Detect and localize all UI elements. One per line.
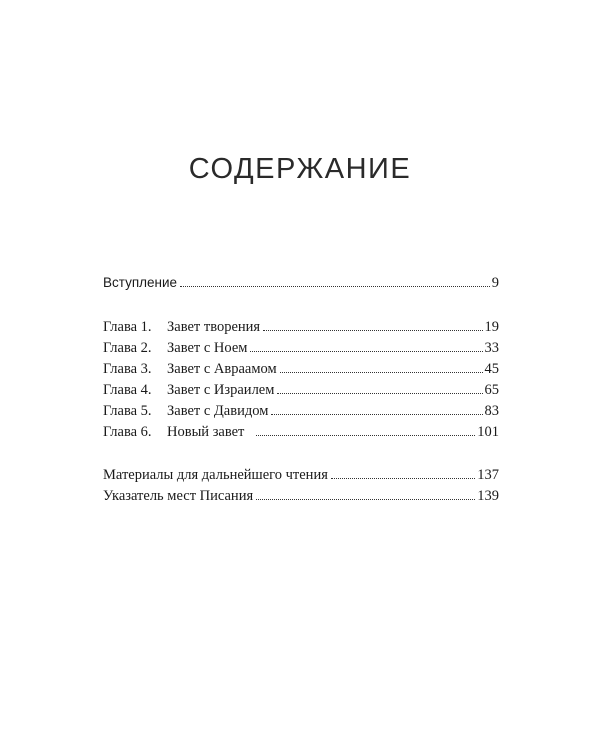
entry-title: Завет с Израилем bbox=[167, 382, 275, 398]
chapter-label: Глава 2. bbox=[103, 340, 152, 356]
page-number: 45 bbox=[484, 361, 499, 377]
dot-leader bbox=[256, 499, 475, 500]
toc-entry bbox=[103, 465, 499, 486]
dot-leader bbox=[277, 393, 482, 394]
dot-leader bbox=[331, 478, 475, 479]
page-number: 19 bbox=[484, 319, 499, 335]
toc-appendix bbox=[103, 465, 499, 507]
page-number: 139 bbox=[477, 488, 499, 504]
dot-leader bbox=[263, 330, 482, 331]
toc-entry bbox=[103, 380, 499, 401]
toc-intro bbox=[103, 272, 499, 293]
entry-title: Материалы для дальнейшего чтения bbox=[103, 467, 328, 483]
toc-entry bbox=[103, 338, 499, 359]
chapter-label: Глава 1. bbox=[103, 319, 152, 335]
toc-entry bbox=[103, 422, 499, 443]
chapter-label: Глава 6. bbox=[103, 424, 152, 440]
toc-entry bbox=[103, 359, 499, 380]
toc-entry bbox=[103, 401, 499, 422]
dot-leader bbox=[280, 372, 483, 373]
page-title: СОДЕРЖАНИЕ bbox=[188, 153, 412, 185]
chapter-label: Глава 5. bbox=[103, 403, 152, 419]
entry-title: Новый завет bbox=[167, 424, 245, 440]
entry-title: Завет с Ноем bbox=[167, 340, 248, 356]
page-number: 137 bbox=[477, 467, 499, 483]
page-number: 101 bbox=[477, 424, 499, 440]
toc-entry bbox=[103, 317, 499, 338]
dot-leader bbox=[271, 414, 482, 415]
chapter-label: Глава 3. bbox=[103, 361, 152, 377]
chapter-label: Глава 4. bbox=[103, 382, 152, 398]
dot-leader bbox=[256, 435, 475, 436]
dot-leader bbox=[180, 286, 490, 287]
entry-title: Указатель мест Писания bbox=[103, 488, 254, 504]
page-number: 83 bbox=[484, 403, 499, 419]
toc-entry bbox=[103, 272, 499, 293]
entry-title: Завет с Давидом bbox=[167, 403, 269, 419]
page-number: 9 bbox=[491, 275, 499, 291]
entry-title: Завет творения bbox=[167, 319, 261, 335]
entry-title: Вступление bbox=[103, 275, 178, 290]
page-number: 33 bbox=[484, 340, 499, 356]
dot-leader bbox=[250, 351, 482, 352]
toc-chapters bbox=[103, 317, 499, 443]
toc-entry bbox=[103, 486, 499, 507]
page-number: 65 bbox=[484, 382, 499, 398]
entry-title: Завет с Авраамом bbox=[167, 361, 277, 377]
